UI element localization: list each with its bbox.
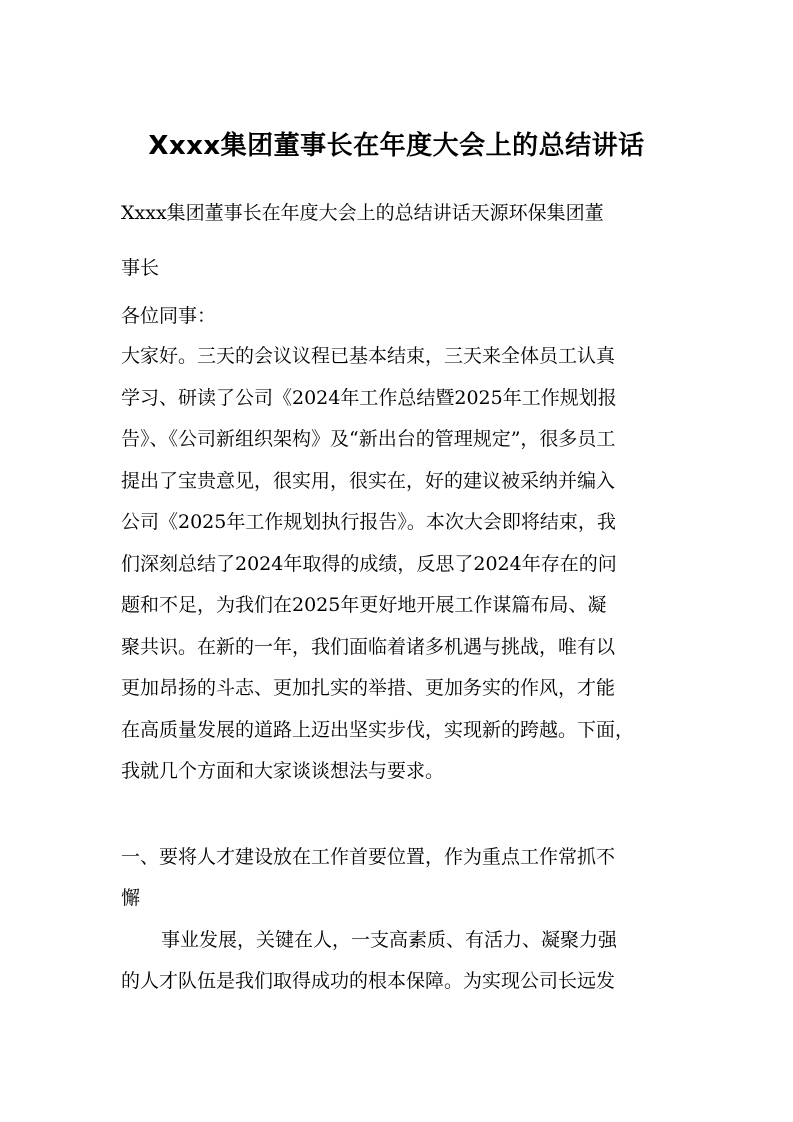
greeting: 各位同事： [121,305,217,327]
paragraph-line: 在高质量发展的道路上迈出坚实步伐，实现新的跨越。下面， [121,719,635,741]
paragraph-line: 提出了宝贵意见，很实用，很实在，好的建议被采纳并编入 [121,470,616,492]
paragraph-line: 我就几个方面和大家谈谈想法与要求。 [121,760,445,782]
paragraph-line: 大家好。三天的会议议程已基本结束，三天来全体员工认真 [121,345,616,367]
paragraph-line: 们深刻总结了2024年取得的成绩，反思了2024年存在的问 [121,553,617,575]
subtitle-line: Xxxx集团董事长在年度大会上的总结讲话天源环保集团董 [121,202,604,224]
paragraph-line: 聚共识。在新的一年，我们面临着诸多机遇与挑战，唯有以 [121,636,616,658]
section-heading-line: 懈 [121,887,141,909]
subtitle-line: 事长 [121,257,160,279]
paragraph-line: 事业发展，关键在人，一支高素质、有活力、凝聚力强 [161,929,618,951]
paragraph-line: 学习、研读了公司《2024年工作总结暨2025年工作规划报 [121,387,617,409]
paragraph-line: 题和不足，为我们在2025年更好地开展工作谋篇布局、凝 [121,594,607,616]
document-title: Xxxx集团董事长在年度大会上的总结讲话 [148,131,645,161]
section-heading-line: 一、要将人才建设放在工作首要位置，作为重点工作常抓不 [121,846,616,868]
paragraph-line: 的人才队伍是我们取得成功的根本保障。为实现公司长远发 [121,970,616,992]
paragraph-line: 公司《2025年工作规划执行报告》。本次大会即将结束，我 [121,511,616,533]
paragraph-line: 告》、《公司新组织架构》及“新出台的管理规定”，很多员工 [121,428,616,450]
paragraph-line: 更加昂扬的斗志、更加扎实的举措、更加务实的作风，才能 [121,677,616,699]
